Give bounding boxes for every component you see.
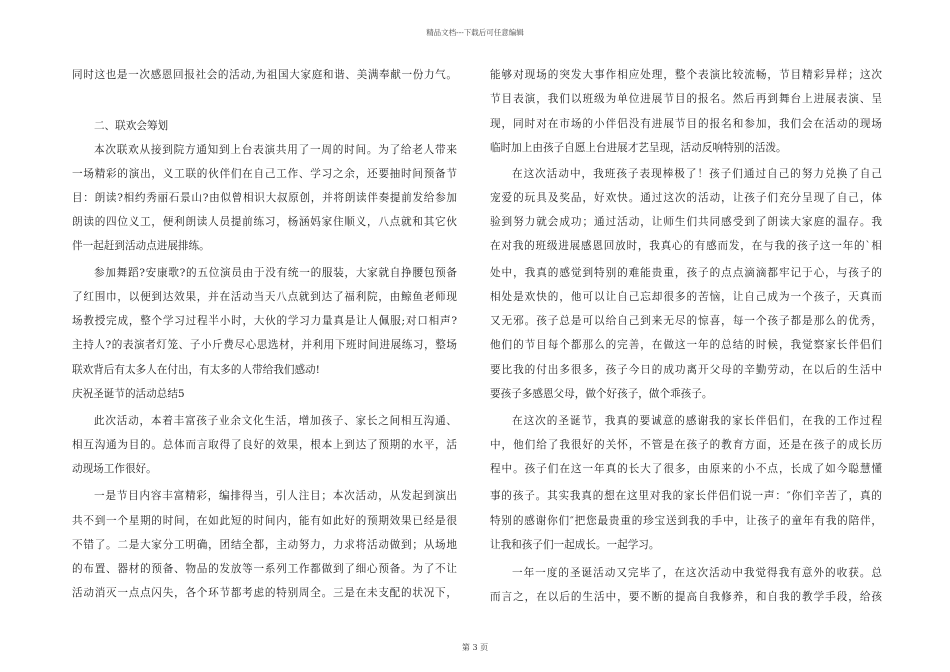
text-line: 此次活动，本着丰富孩子业余文化生活，增加孩子、家长之间相互沟通、 xyxy=(94,415,457,427)
text-line: 伴一起赶到活动点进展排练。 xyxy=(72,240,210,252)
text-line: 要孩子多感恩父母，做个好孩子，做个乖孩子。 xyxy=(490,388,713,400)
text-line: 节目表演，我们以班级为单位进展节目的报名。然后再到舞台上进展表演、呈 xyxy=(490,93,882,105)
page-header: 精品文档---下载后可任意编辑 xyxy=(426,28,524,37)
text-line: 能够对现场的突发大事作相应处理，整个表演比较流畅，节目精彩异样；这次 xyxy=(490,69,882,81)
text-line: 又无邪。孩子总是可以给自己到来无尽的惊喜，每一个孩子都是那么的优秀， xyxy=(490,315,882,327)
page-number: 第 3 页 xyxy=(461,643,489,652)
text-line: 活动消灭一点点闪失，各个环节都考虑的特别周全。三是在未支配的状况下， xyxy=(72,587,457,599)
text-line: 一场精彩的演出，义工联的伙伴们在自己工作、学习之余，还要抽时间预备节 xyxy=(72,168,457,180)
text-line: 他们的节目每个都那么的完善，在做这一年的总结的时候，我觉察家长伴侣们 xyxy=(490,339,882,351)
text-line: 事的孩子。其实我真的想在这里对我的家长伴侣们说一声：″你们辛苦了，真的 xyxy=(490,490,882,502)
text-line: 宠爱的玩具及奖品，好欢快。通过这次的活动，让孩子们充分呈现了自己，体 xyxy=(490,192,882,204)
text-line: 联欢背后有太多人在付出，有太多的人带给我们感动! xyxy=(72,364,320,376)
text-line: 在这次活动中，我班孩子表现棒极了！孩子们通过自己的努力兑换了自己 xyxy=(512,168,882,180)
text-line: 不错了。二是大家分工明确，团结全都，主动努力，力求将活动做到；从场地 xyxy=(72,539,457,551)
text-line: 场教授完成，整个学习过程半小时，大伙的学习力量真是让人佩服;对口相声? xyxy=(72,315,457,327)
text-line: 特别的感谢你们″把您最贵重的珍宝送到我的手中，让孩子的童年有我的陪伴， xyxy=(490,515,882,527)
text-line: 验到努力就会成功；通过活动，让师生们共同感受到了朗读大家庭的温存。我 xyxy=(490,216,882,228)
text-line: 同时这也是一次感恩回报社会的活动,为祖国大家庭和谐、美满奉献一份力气。 xyxy=(72,69,457,81)
text-line: 了红围巾，以便到达效果，并在活动当天八点就到达了福利院，由鲸鱼老师现 xyxy=(72,291,457,303)
text-line: 动现场工作很好。 xyxy=(72,463,157,475)
text-line: 一年一度的圣诞活动又完毕了，在这次活动中我觉得我有意外的收获。总 xyxy=(512,567,882,579)
heading-text: 二、联欢会筹划 xyxy=(94,120,169,132)
text-line: 主持人?的表演者灯笼、子小斤费尽心思选材，并利用下班时间进展练习，整场 xyxy=(72,339,457,351)
text-line: 参加舞蹈?安康歌?的五位演员由于没有统一的服装，大家就自挣腰包预备 xyxy=(94,267,457,279)
text-line: 而言之，在以后的生活中，要不断的提高自我修养，和自我的教学手段，给孩 xyxy=(490,591,882,603)
text-line: 让我和孩子们一起成长。一起学习。 xyxy=(490,539,660,551)
text-line: 一是节目内容丰富精彩，编排得当，引人注目；本次活动，从发起到演出 xyxy=(94,490,457,502)
text-line: 中，他们给了我很好的关怀，不管是在孩子的教育方面，还是在孩子的成长历 xyxy=(490,439,882,451)
text-line: 共不到一个星期的时间，在如此短的时间内，能有如此好的预期效果已经是很 xyxy=(72,515,457,527)
text-line: 朗读的四位义工，便利朗读人员提前练习，杨涵妈家住顺义，八点就和其它伙 xyxy=(72,216,457,228)
text-line: 现，同时对在市场的小伴侣没有进展节目的报名和参加，我们会在活动的现场 xyxy=(490,118,882,130)
heading-text: 庆祝圣诞节的活动总结5 xyxy=(72,388,185,400)
text-line: 在对我的班级进展感恩回放时，我真心的有感而发，在与我的孩子这一年的`相 xyxy=(490,240,882,252)
text-line: 临时加上由孩子自愿上台进展才艺呈现，活动反响特别的活泼。 xyxy=(490,142,787,154)
right-column xyxy=(490,0,882,672)
text-line: 目：朗读?相约秀丽石景山?由似曾相识大叔原创，并将朗读伴奏提前发给参加 xyxy=(72,192,457,204)
text-line: 程中。孩子们在这一年真的长大了很多，由原来的小不点，长成了如今聪慧懂 xyxy=(490,463,882,475)
text-line: 相互沟通为目的。总体而言取得了良好的效果，根本上到达了预期的水平，活 xyxy=(72,439,457,451)
text-line: 本次联欢从接到院方通知到上台表演共用了一周的时间。为了给老人带来 xyxy=(94,144,457,156)
text-line: 的布置、器材的预备、物品的发放等一系列工作都做到了细心预备。为了不让 xyxy=(72,563,457,575)
text-line: 要比我的付出多很多，孩子今日的成功离开父母的辛勤劳动，在以后的生活中 xyxy=(490,364,882,376)
text-line: 相处是欢快的，他可以让自己忘却很多的苦恼，让自己成为一个孩子，天真而 xyxy=(490,291,882,303)
text-line: 在这次的圣诞节，我真的要诚意的感谢我的家长伴侣们，在我的工作过程 xyxy=(512,415,882,427)
text-line: 处中，我真的感觉到特别的难能贵重，孩子的点点滴滴都牢记于心，与孩子的 xyxy=(490,267,882,279)
left-column xyxy=(72,0,457,672)
